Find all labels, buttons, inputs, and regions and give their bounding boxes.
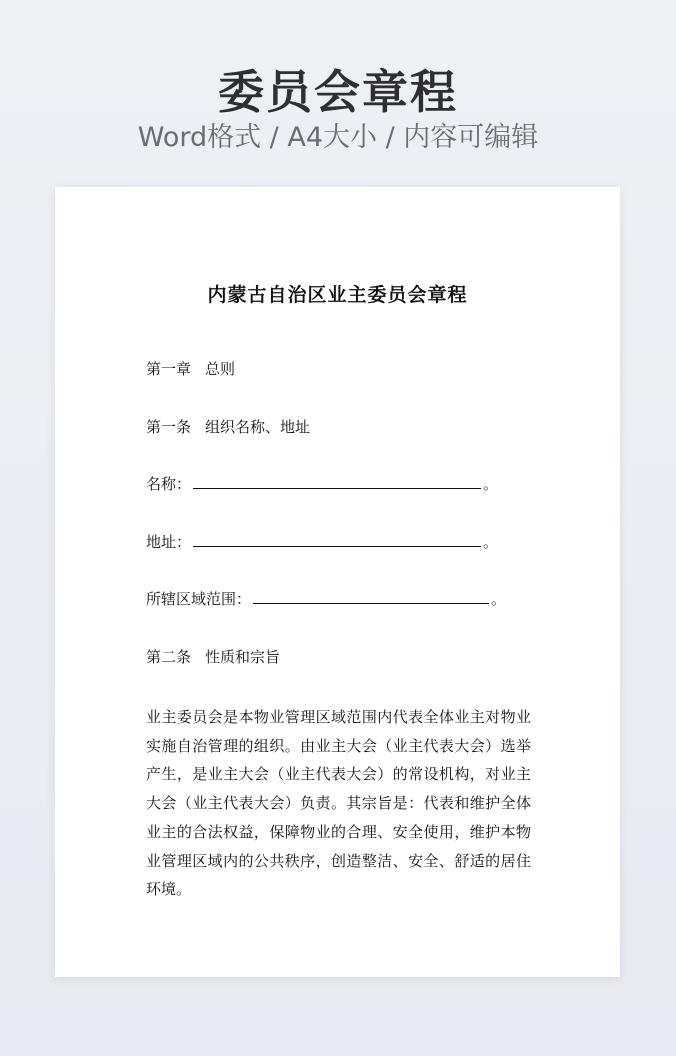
banner-title: 委员会章程 [218,65,458,119]
article-2-name: 性质和宗旨 [205,648,281,666]
article-2-paragraph: 业主委员会是本物业管理区域范围内代表全体业主对物业实施自治管理的组织。由业主大会（业主代表大会）选举产生，是业主大会（业主代表大会）的常设机构，对业主大会（业主代表大会）负责。其宗旨是：代表和维护全体业主的合法权益，保障物业的合理、安全使用，维护本物业管理区域内的公共秩序，创造整洁、安全、舒适的居住环境。 [146,708,531,899]
chapter-number: 第一章 [146,360,192,378]
area-blank-line[interactable] [253,589,489,604]
name-blank-line[interactable] [193,474,481,489]
name-label: 名称： [146,475,192,493]
document-page [55,187,620,977]
banner-subtitle: Word格式 / A4大小 / 内容可编辑 [137,122,539,153]
article-1-number: 第一条 [146,418,192,436]
address-end-mark: 。 [483,533,499,551]
article-1-name: 组织名称、地址 [205,418,311,436]
chapter-name: 总则 [205,360,236,378]
document-title: 内蒙古自治区业主委员会章程 [207,284,468,306]
area-label: 所辖区域范围： [146,590,252,608]
address-label: 地址： [146,533,192,551]
address-field-row [146,531,498,553]
article-1-heading [146,416,310,438]
article-2-heading [146,646,280,668]
area-field-row [146,588,506,610]
article-2-number: 第二条 [146,648,192,666]
area-end-mark: 。 [491,590,507,608]
chapter-heading [146,358,235,380]
address-blank-line[interactable] [193,532,481,547]
name-end-mark: 。 [483,475,499,493]
name-field-row [146,473,498,495]
